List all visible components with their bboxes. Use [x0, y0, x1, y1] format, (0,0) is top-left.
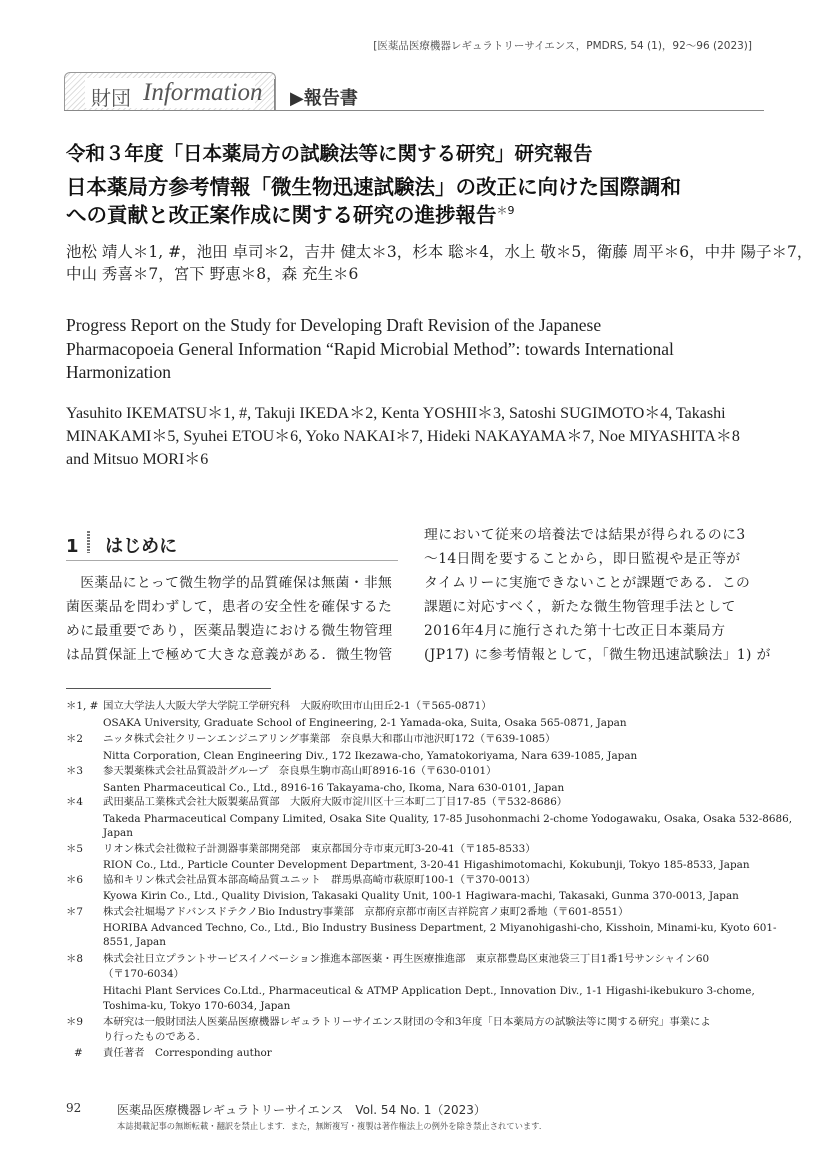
body-text-line: 理において従来の培養法では結果が得られるのに3 — [424, 527, 746, 543]
body-text-line: タイムリーに実施できないことが課題である．この — [424, 575, 751, 591]
footnote-mark: ＊9 — [66, 1016, 84, 1028]
footnote-mark: ＊1, # — [66, 700, 99, 712]
footnote-mark: ＊4 — [66, 796, 84, 808]
authors-ja-line: 中山 秀喜＊7，宮下 野恵＊8，森 充生＊6 — [66, 265, 359, 283]
footnote-text: Santen Pharmaceutical Co., Ltd., 8916-16 Takayama-cho, Ikoma, Nara 630-0101, Japan — [103, 782, 565, 794]
title-ja-text: への貢献と改正案作成に関する研究の進捗報告 — [66, 203, 497, 227]
information-label: Information — [143, 79, 263, 106]
body-text-line: 課題に対応すべく，新たな微生物管理手法として — [424, 599, 736, 615]
body-text-line: 菌医薬品を問わずして，患者の安全性を確保するた — [66, 599, 393, 615]
title-ja-line: 日本薬局方参考情報「微生物迅速試験法」の改正に向けた国際調和 — [66, 175, 681, 199]
body-text-line: は品質保証上で極めて大きな意義がある．微生物管 — [66, 647, 393, 663]
authors-en-line: MINAKAMI＊5, Syuhei ETOU＊6, Yoko NAKAI＊7, Hideki NAKAYAMA＊7, Noe MIYASHITA＊8 — [66, 428, 740, 445]
footnote-text: 責任著者 Corresponding author — [103, 1047, 272, 1059]
footnote-text: Takeda Pharmaceutical Company Limited, Osaka Site Quality, 17-85 Jusohonmachi 2-chome Yodogawaku, Osaka, Osaka 532-8686, — [103, 813, 793, 825]
footnote-text: HORIBA Advanced Techno, Co., Ltd., Bio Industry Business Department, 2 Miyanohigashi-cho, Kisshoin, Minami-ku, Kyoto 601- — [103, 922, 777, 934]
footnote-mark: ＊2 — [66, 733, 84, 745]
footnote-text: 本研究は一般財団法人医薬品医療機器レギュラトリーサイエンス財団の令和3年度「日本薬局方の試験法等に関する研究」事業によ — [103, 1016, 711, 1028]
title-ja-line: 令和３年度「日本薬局方の試験法等に関する研究」研究報告 — [66, 142, 593, 165]
page-number: 92 — [66, 1101, 82, 1115]
footnote-mark: ＊6 — [66, 874, 84, 886]
authors-en-line: Yasuhito IKEMATSU＊1, #, Takuji IKEDA＊2, Kenta YOSHII＊3, Satoshi SUGIMOTO＊4, Takashi — [66, 405, 726, 422]
footnote-mark: ＊5 — [66, 843, 84, 855]
footnote-text: 株式会社日立プラントサービスイノベーション推進本部医薬・再生医療推進部 東京都豊島区東池袋三丁目1番1号サンシャイン60 — [103, 953, 710, 965]
section-title: はじめに — [105, 536, 178, 557]
footnote-text: OSAKA University, Graduate School of Engineering, 2-1 Yamada-oka, Suita, Osaka 565-0871, Japan — [103, 717, 627, 729]
footnote-text: （〒170-6034） — [103, 968, 184, 980]
zaidan-label: 財団 — [91, 86, 131, 110]
body-text-line: めに最重要であり，医薬品製造における微生物管理 — [66, 623, 393, 639]
authors-ja-line: 池松 靖人＊1, #，池田 卓司＊2，吉井 健太＊3，杉本 聡＊4，水上 敬＊5，衛藤 周平＊6，中井 陽子＊7， — [66, 243, 813, 261]
footnote-text: り行ったものである. — [103, 1031, 200, 1043]
tab-divider — [274, 79, 275, 111]
footnote-text: Toshima-ku, Tokyo 170-6034, Japan — [103, 1000, 291, 1012]
footnote-text: 協和キリン株式会社品質本部高崎品質ユニット 群馬県高崎市萩原町100-1（〒370-0013） — [103, 874, 536, 886]
body-text-line: 2016年4月に施行された第十七改正日本薬局方 — [424, 623, 726, 639]
footnote-text: RION Co., Ltd., Particle Counter Development Department, 3-20-41 Higashimotomachi, Kokubunji, Tokyo 185-8533, Japan — [103, 859, 750, 871]
title-en-line: Harmonization — [66, 362, 171, 382]
footnote-text: ニッタ株式会社クリーンエンジニアリング事業部 奈良県大和郡山市池沢町172（〒639-1085） — [103, 733, 556, 745]
footnote-mark: ＊7 — [66, 906, 84, 918]
footnote-text: リオン株式会社微粒子計測器事業部開発部 東京都国分寺市東元町3-20-41（〒185-8533） — [103, 843, 536, 855]
footnote-text: 株式会社堀場アドバンスドテクノBio Industry事業部 京都府京都市南区吉祥院宮ノ東町2番地（〒601-8551） — [103, 906, 629, 918]
report-type-label: ▶報告書 — [290, 88, 358, 109]
footnote-text: Japan — [103, 827, 133, 839]
body-text-line: (JP17) に参考情報として，「微生物迅速試験法」1) が — [424, 647, 771, 663]
footnote-text: 参天製薬株式会社品質設計グループ 奈良県生駒市高山町8916-16（〒630-0101） — [103, 765, 497, 777]
title-en-line: Pharmacopoeia General Information “Rapid Microbial Method”: towards International — [66, 339, 674, 359]
title-en-line: Progress Report on the Study for Developing Draft Revision of the Japanese — [66, 315, 602, 335]
journal-citation-header: [医薬品医療機器レギュラトリーサイエンス，PMDRS, 54 (1)，92～96 (2023)] — [373, 40, 752, 52]
footnote-mark: ＊8 — [66, 953, 84, 965]
section-rule — [66, 560, 398, 561]
footnote-text: 8551, Japan — [103, 936, 166, 948]
title-footnote-mark: ＊9 — [496, 204, 515, 218]
section-heading-bar — [87, 531, 90, 553]
body-text-line: 医薬品にとって微生物学的品質確保は無菌・非無 — [66, 575, 393, 591]
footnote-text: Nitta Corporation, Clean Engineering Div., 172 Ikezawa-cho, Yamatokoriyama, Nara 639-1085, Japan — [103, 750, 638, 762]
footer-journal-name: 医薬品医療機器レギュラトリーサイエンス Vol. 54 No. 1（2023） — [117, 1103, 486, 1117]
section-heading — [66, 532, 177, 558]
footnote-text: Hitachi Plant Services Co.Ltd., Pharmaceutical & ATMP Application Dept., Innovation Div., 1-1 Higashi-ikebukuro 3-chome, — [103, 985, 755, 997]
footnote-mark: ＊3 — [66, 765, 84, 777]
title-ja-line — [66, 198, 515, 228]
information-tab-banner — [64, 72, 276, 111]
footnote-text: 武田薬品工業株式会社大阪製薬品質部 大阪府大阪市淀川区十三本町二丁目17-85（〒532-8686） — [103, 796, 568, 808]
section-number: 1 — [66, 536, 79, 557]
footer-copyright-notice: 本誌掲載記事の無断転載・翻訳を禁止します．また，無断複写・複製は著作権法上の例外を除き禁止されています． — [117, 1121, 548, 1131]
header-rule — [64, 110, 764, 111]
body-text-line: ～14日間を要することから，即日監視や是正等が — [424, 551, 741, 567]
footnote-mark: # — [74, 1047, 83, 1059]
footnote-text: 国立大学法人大阪大学大学院工学研究科 大阪府吹田市山田丘2-1（〒565-0871） — [103, 700, 492, 712]
footnote-text: Kyowa Kirin Co., Ltd., Quality Division, Takasaki Quality Unit, 100-1 Hagiwara-machi, Takasaki, Gunma 370-0013, Japan — [103, 890, 739, 902]
authors-en-line: and Mitsuo MORI＊6 — [66, 451, 209, 468]
footnote-rule — [66, 688, 271, 689]
